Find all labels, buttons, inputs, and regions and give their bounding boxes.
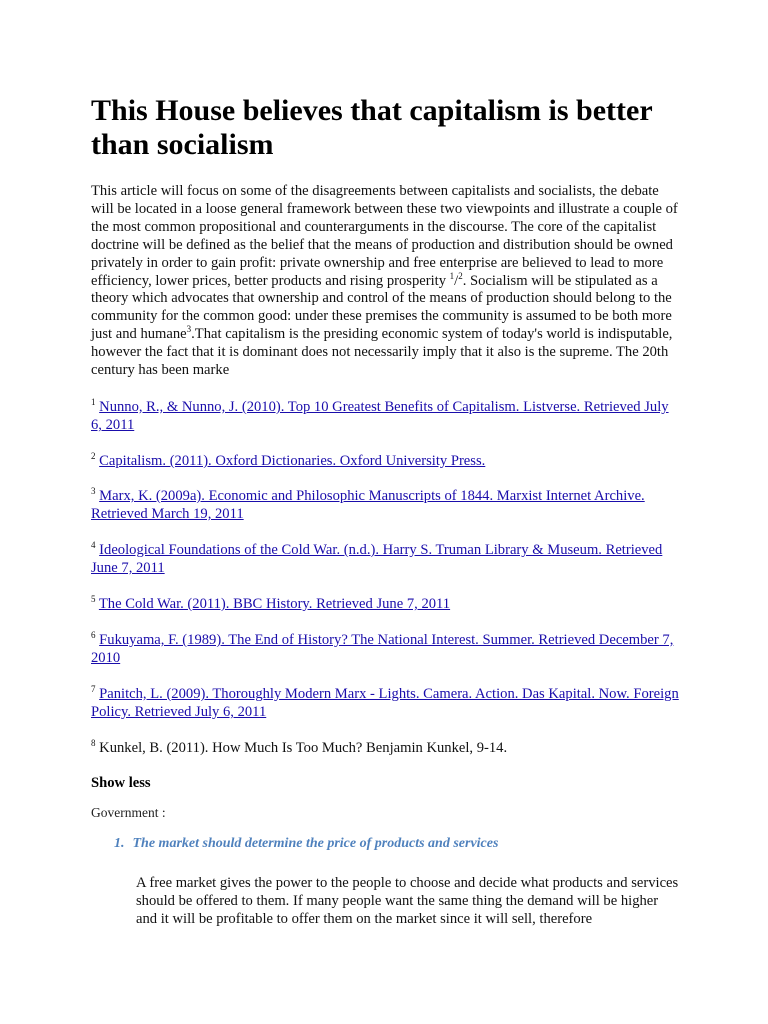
list-item-number: 1.	[114, 836, 125, 851]
footnote-number: 7	[91, 684, 96, 695]
body-paragraph: A free market gives the power to the people to choose and decide what products and services should be offered to them. If many people want the same thing the demand will be higher and it will be profitable to offer them on the market since it will sell, therefore	[136, 875, 679, 927]
government-label: Government :	[91, 805, 166, 820]
footnote-link[interactable]: Capitalism. (2011). Oxford Dictionaries. Oxford University Press.	[99, 453, 486, 469]
footnote-number: 1	[91, 397, 96, 408]
footnote-link[interactable]: Nunno, R., & Nunno, J. (2010). Top 10 Greatest Benefits of Capitalism. Listverse. Retrieved July 6, 2011	[91, 399, 669, 433]
footnote-number: 4	[91, 540, 96, 551]
footnote-link[interactable]: Marx, K. (2009a). Economic and Philosophic Manuscripts of 1844. Marxist Internet Archive. Retrieved March 19, 2011	[91, 488, 645, 522]
footnote-number: 3	[91, 486, 96, 497]
footnote-4	[91, 541, 681, 577]
footnote-number: 5	[91, 594, 96, 605]
footnote-1	[91, 398, 681, 434]
footnote-text: Kunkel, B. (2011). How Much Is Too Much? Benjamin Kunkel, 9-14.	[99, 740, 508, 756]
intro-text-1: This article will focus on some of the disagreements between capitalists and socialists, the debate will be located in a loose general framework between these two viewpoints and illustrate a couple of the most common propositional and counterarguments in the discourse. The core of the capitalist doctrine will be defined as the belief that the means of production and distribution should be owned privately in order to gain profit: private ownership and free enterprise are believed to lead to more efficiency, lower prices, better products and rising prosperity	[91, 183, 678, 289]
footnote-ref-3: 3	[186, 324, 192, 335]
list-item-text: The market should determine the price of products and services	[132, 836, 499, 851]
footnote-7	[91, 685, 681, 721]
intro-text-3: .That capitalism is the presiding economic system of today's world is indisputable, however the fact that it is dominant does not necessarily imply that it also is the supreme. The 20th century has been marke	[91, 326, 673, 379]
intro-paragraph	[91, 183, 683, 380]
footnote-ref-1: 1	[449, 270, 455, 281]
footnote-ref-2: 2	[458, 270, 463, 281]
intro-text-2: . Socialism will be stipulated as a theory which advocates that ownership and control of the means of production should belong to the community for the common good: under these premises the community is assumed to be both more just and humane	[91, 272, 672, 343]
list-item	[114, 836, 498, 852]
footnote-5	[91, 595, 681, 613]
footnote-link[interactable]: Ideological Foundations of the Cold War. (n.d.). Harry S. Truman Library & Museum. Retrieved June 7, 2011	[91, 542, 663, 576]
footnote-8	[91, 739, 681, 757]
footnote-6	[91, 631, 681, 667]
footnote-number: 8	[91, 738, 96, 749]
footnote-link[interactable]: Fukuyama, F. (1989). The End of History? The National Interest. Summer. Retrieved December 7, 2010	[91, 632, 674, 666]
footnote-ref-sep: /	[454, 272, 459, 289]
footnote-number: 6	[91, 630, 96, 641]
footnote-link[interactable]: The Cold War. (2011). BBC History. Retrieved June 7, 2011	[98, 596, 451, 612]
footnote-number: 2	[91, 451, 96, 462]
footnote-3	[91, 487, 681, 523]
footnote-2	[91, 452, 681, 470]
page-title: This House believes that capitalism is better than socialism	[91, 94, 653, 161]
footnote-link[interactable]: Panitch, L. (2009). Thoroughly Modern Marx - Lights. Camera. Action. Das Kapital. Now. Foreign Policy. Retrieved July 6, 2011	[91, 686, 679, 720]
show-less-button[interactable]: Show less	[91, 775, 151, 791]
